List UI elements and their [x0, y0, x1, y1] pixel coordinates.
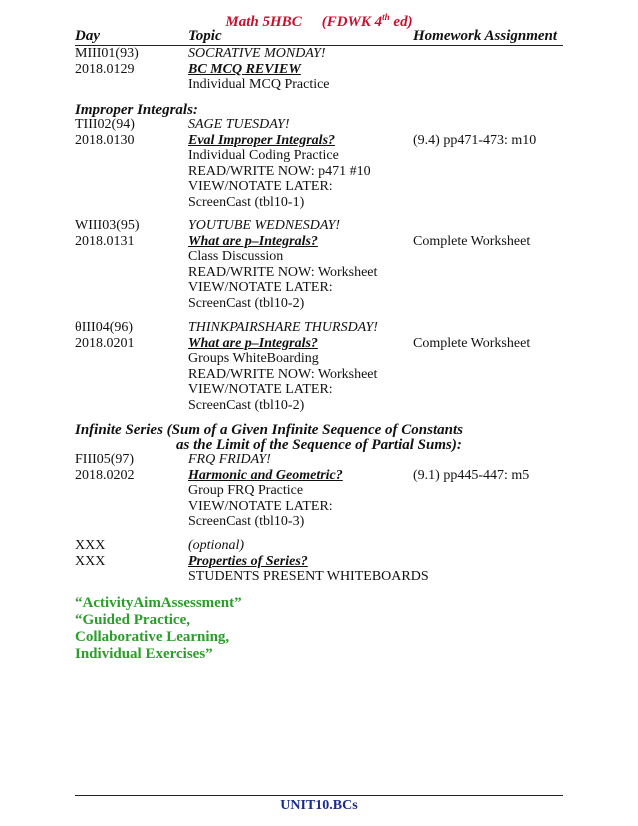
topic-detail: Groups WhiteBoarding — [188, 351, 319, 366]
topic-detail: Individual Coding Practice — [188, 148, 339, 163]
footer-divider — [75, 795, 563, 796]
section-heading-infinite-series-cont: as the Limit of the Sequence of Partial Sums): — [176, 437, 462, 453]
topic-detail: READ/WRITE NOW: Worksheet — [188, 265, 378, 280]
day-tagline: YOUTUBE WEDNESDAY! — [188, 218, 341, 233]
section-heading-improper-integrals: Improper Integrals: — [75, 102, 198, 118]
day-tagline: THINKPAIRSHARE THURSDAY! — [188, 320, 378, 335]
column-header-row — [75, 28, 563, 46]
course-name: Math 5HBC — [225, 14, 302, 30]
topic-title: Harmonic and Geometric? — [188, 468, 343, 483]
entry-date: 2018.0130 — [75, 133, 135, 148]
topic-title: BC MCQ REVIEW — [188, 62, 301, 77]
topic-title: Eval Improper Integrals? — [188, 133, 336, 148]
topic-title: What are p–Integrals? — [188, 234, 318, 249]
day-tagline: FRQ FRIDAY! — [188, 452, 271, 467]
day-code: MIII01(93) — [75, 46, 139, 61]
topic-title: What are p–Integrals? — [188, 336, 318, 351]
topic-detail: ScreenCast (tbl10-2) — [188, 296, 305, 311]
topic-detail: ScreenCast (tbl10-1) — [188, 195, 305, 210]
day-code: XXX — [75, 538, 106, 553]
entry-date: XXX — [75, 554, 106, 569]
day-code: θIII04(96) — [75, 320, 134, 335]
section-heading-infinite-series: Infinite Series (Sum of a Given Infinite Sequence of Constants — [75, 422, 463, 438]
day-code: WIII03(95) — [75, 218, 140, 233]
textbook-edition: (FDWK 4th ed) — [321, 12, 413, 30]
header-topic: Topic — [188, 28, 222, 44]
aim-line: “Guided Practice, — [75, 612, 190, 628]
day-tagline: SAGE TUESDAY! — [188, 117, 290, 132]
entry-date: 2018.0131 — [75, 234, 135, 249]
topic-detail: READ/WRITE NOW: Worksheet — [188, 367, 378, 382]
topic-detail: ScreenCast (tbl10-3) — [188, 514, 305, 529]
aim-line: Individual Exercises” — [75, 646, 213, 662]
homework-assignment: Complete Worksheet — [413, 234, 531, 249]
homework-assignment: (9.4) pp471-473: m10 — [413, 133, 537, 148]
header-homework: Homework Assignment — [413, 28, 558, 44]
topic-title: Properties of Series? — [188, 554, 308, 569]
day-code: TIII02(94) — [75, 117, 135, 132]
day-tagline: SOCRATIVE MONDAY! — [188, 46, 326, 61]
topic-detail: Class Discussion — [188, 249, 284, 264]
topic-detail: VIEW/NOTATE LATER: — [188, 280, 333, 295]
homework-assignment: Complete Worksheet — [413, 336, 531, 351]
topic-detail: ScreenCast (tbl10-2) — [188, 398, 305, 413]
footer-unit-label: UNIT10.BCs — [280, 798, 358, 813]
entry-date: 2018.0129 — [75, 62, 135, 77]
aim-line: Collaborative Learning, — [75, 629, 230, 645]
entry-date: 2018.0202 — [75, 468, 135, 483]
aim-line: “ActivityAimAssessment” — [75, 595, 242, 611]
day-tagline: (optional) — [188, 538, 244, 553]
entry-date: 2018.0201 — [75, 336, 135, 351]
topic-detail: VIEW/NOTATE LATER: — [188, 179, 333, 194]
topic-detail: READ/WRITE NOW: p471 #10 — [188, 164, 371, 179]
topic-detail: Group FRQ Practice — [188, 483, 304, 498]
homework-assignment: (9.1) pp445-447: m5 — [413, 468, 530, 483]
topic-detail: Individual MCQ Practice — [188, 77, 330, 92]
header-day: Day — [75, 28, 100, 44]
topic-detail: STUDENTS PRESENT WHITEBOARDS — [188, 569, 429, 584]
topic-detail: VIEW/NOTATE LATER: — [188, 382, 333, 397]
day-code: FIII05(97) — [75, 452, 135, 467]
topic-detail: VIEW/NOTATE LATER: — [188, 499, 333, 514]
